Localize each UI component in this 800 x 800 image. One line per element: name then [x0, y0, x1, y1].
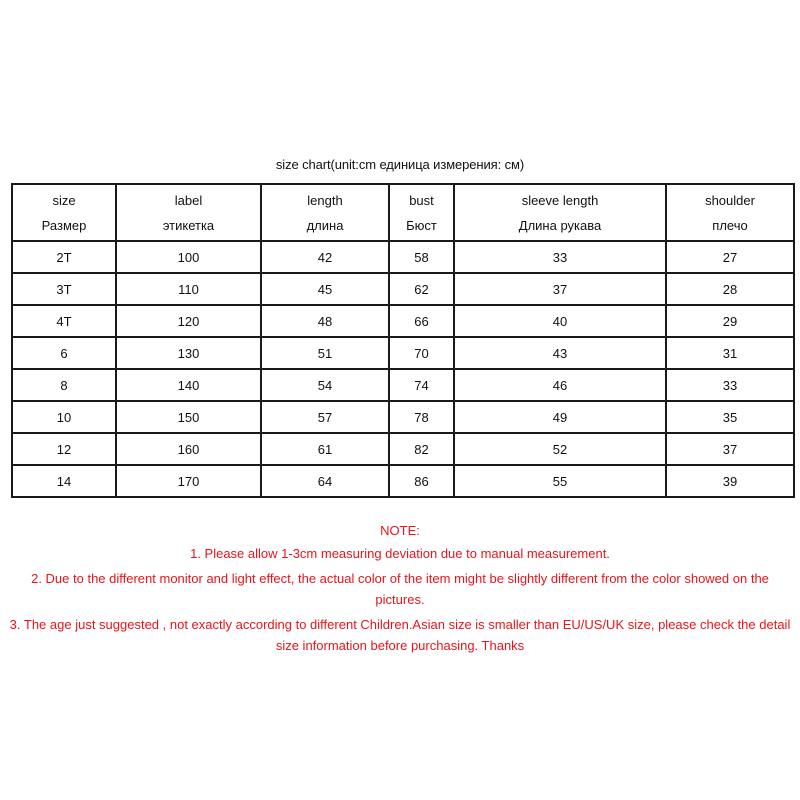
cell-bust: 86: [389, 465, 454, 497]
cell-bust: 78: [389, 401, 454, 433]
cell-label: 150: [116, 401, 261, 433]
cell-bust: 74: [389, 369, 454, 401]
table-row: [12, 241, 794, 273]
cell-size: 6: [12, 337, 116, 369]
cell-length: 48: [261, 305, 389, 337]
size-table: [11, 183, 795, 498]
table-row: [12, 369, 794, 401]
cell-length: 57: [261, 401, 389, 433]
cell-size: 10: [12, 401, 116, 433]
header-sleeve-length-ru: Длина рукава: [518, 217, 602, 233]
cell-shoulder: 29: [666, 305, 794, 337]
cell-sleeve-length: 43: [454, 337, 666, 369]
cell-size: 2T: [12, 241, 116, 273]
cell-shoulder: 37: [666, 433, 794, 465]
cell-sleeve-length: 55: [454, 465, 666, 497]
cell-bust: 82: [389, 433, 454, 465]
cell-shoulder: 39: [666, 465, 794, 497]
cell-sleeve-length: 46: [454, 369, 666, 401]
cell-length: 51: [261, 337, 389, 369]
cell-label: 130: [116, 337, 261, 369]
header-bust-ru: Бюст: [406, 217, 437, 233]
cell-bust: 58: [389, 241, 454, 273]
cell-sleeve-length: 40: [454, 305, 666, 337]
cell-bust: 70: [389, 337, 454, 369]
header-sleeve-length-en: sleeve length: [521, 192, 599, 208]
header-shoulder-en: shoulder: [705, 192, 755, 208]
cell-length: 64: [261, 465, 389, 497]
header-shoulder: [666, 184, 794, 241]
note-item-3: 3. The age just suggested , not exactly according to different Children.Asian size is smaller than EU/US/UK size, please check the detail size information before purchasing. Thanks: [9, 617, 791, 653]
header-bust-en: bust: [409, 192, 434, 208]
cell-length: 45: [261, 273, 389, 305]
header-size-ru: Размер: [41, 217, 87, 233]
table-row: [12, 305, 794, 337]
header-length: [261, 184, 389, 241]
header-size-en: size: [52, 192, 76, 208]
header-label-en: label: [174, 192, 203, 208]
cell-size: 12: [12, 433, 116, 465]
cell-shoulder: 31: [666, 337, 794, 369]
notes-section: [0, 520, 800, 660]
cell-label: 110: [116, 273, 261, 305]
cell-length: 54: [261, 369, 389, 401]
cell-length: 42: [261, 241, 389, 273]
cell-shoulder: 35: [666, 401, 794, 433]
header-sleeve-length: [454, 184, 666, 241]
cell-label: 170: [116, 465, 261, 497]
cell-size: 14: [12, 465, 116, 497]
header-label-ru: этикетка: [162, 217, 215, 233]
cell-sleeve-length: 49: [454, 401, 666, 433]
notes-heading: NOTE:: [380, 523, 420, 538]
header-bust: [389, 184, 454, 241]
header-length-en: length: [307, 192, 343, 208]
cell-bust: 66: [389, 305, 454, 337]
note-item-2: 2. Due to the different monitor and light effect, the actual color of the item might be slightly different from the color showed on the pictures.: [31, 571, 769, 607]
cell-label: 120: [116, 305, 261, 337]
table-row: [12, 433, 794, 465]
header-length-ru: длина: [306, 217, 344, 233]
header-size: [12, 184, 116, 241]
cell-size: 3T: [12, 273, 116, 305]
cell-shoulder: 28: [666, 273, 794, 305]
chart-title: size chart(unit:cm единица измерения: см): [275, 157, 525, 172]
cell-size: 8: [12, 369, 116, 401]
table-row: [12, 465, 794, 497]
cell-sleeve-length: 33: [454, 241, 666, 273]
note-item-1: 1. Please allow 1-3cm measuring deviation due to manual measurement.: [190, 546, 610, 561]
header-label: [116, 184, 261, 241]
cell-size: 4T: [12, 305, 116, 337]
cell-bust: 62: [389, 273, 454, 305]
cell-label: 160: [116, 433, 261, 465]
cell-shoulder: 33: [666, 369, 794, 401]
cell-sleeve-length: 37: [454, 273, 666, 305]
header-shoulder-ru: плечо: [712, 217, 748, 233]
cell-shoulder: 27: [666, 241, 794, 273]
cell-label: 100: [116, 241, 261, 273]
table-row: [12, 273, 794, 305]
cell-label: 140: [116, 369, 261, 401]
cell-sleeve-length: 52: [454, 433, 666, 465]
table-row: [12, 337, 794, 369]
cell-length: 61: [261, 433, 389, 465]
table-header-row: [12, 184, 794, 241]
table-row: [12, 401, 794, 433]
